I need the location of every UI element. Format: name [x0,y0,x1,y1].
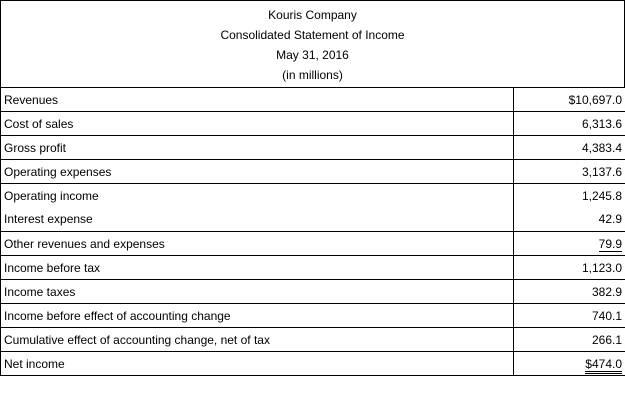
statement-table [0,87,625,376]
row-amount-net-income [514,352,625,376]
row-amount-other-revenues [514,232,625,256]
row-amount-income-before-effect: 740.1 [514,304,625,328]
row-label-interest-expense: Interest expense [1,208,514,232]
statement-date: May 31, 2016 [276,48,349,62]
table-row [1,280,625,304]
table-row [1,232,625,256]
statement-title: Consolidated Statement of Income [220,28,405,42]
table-row [1,88,625,112]
row-amount-cost-of-sales: 6,313.6 [514,112,625,136]
table-row [1,136,625,160]
row-amount-revenues: $10,697.0 [514,88,625,112]
row-label-cost-of-sales: Cost of sales [1,112,514,136]
row-amount-income-taxes: 382.9 [514,280,625,304]
statement-units: (in millions) [282,68,343,82]
row-label-income-before-effect: Income before effect of accounting change [1,304,514,328]
row-label-cumulative-effect: Cumulative effect of accounting change, net of tax [1,328,514,352]
underlined-amount: 79.9 [598,236,622,251]
row-label-operating-income: Operating income [1,184,514,208]
table-row [1,160,625,184]
row-amount-gross-profit: 4,383.4 [514,136,625,160]
row-label-revenues: Revenues [1,88,514,112]
table-row [1,208,625,232]
row-amount-cumulative-effect: 266.1 [514,328,625,352]
row-label-other-revenues: Other revenues and expenses [1,232,514,256]
row-label-net-income: Net income [1,352,514,376]
statement-header [0,0,625,87]
row-amount-operating-income: 1,245.8 [514,184,625,208]
table-row [1,256,625,280]
table-row [1,112,625,136]
row-amount-income-before-tax: 1,123.0 [514,256,625,280]
row-amount-interest-expense: 42.9 [514,208,625,232]
double-underlined-amount: $474.0 [585,357,622,374]
table-row [1,352,625,376]
row-label-income-taxes: Income taxes [1,280,514,304]
row-amount-operating-expenses: 3,137.6 [514,160,625,184]
table-row [1,304,625,328]
row-label-operating-expenses: Operating expenses [1,160,514,184]
table-row [1,184,625,208]
row-label-income-before-tax: Income before tax [1,256,514,280]
row-label-gross-profit: Gross profit [1,136,514,160]
table-row [1,328,625,352]
company-name: Kouris Company [268,8,357,22]
